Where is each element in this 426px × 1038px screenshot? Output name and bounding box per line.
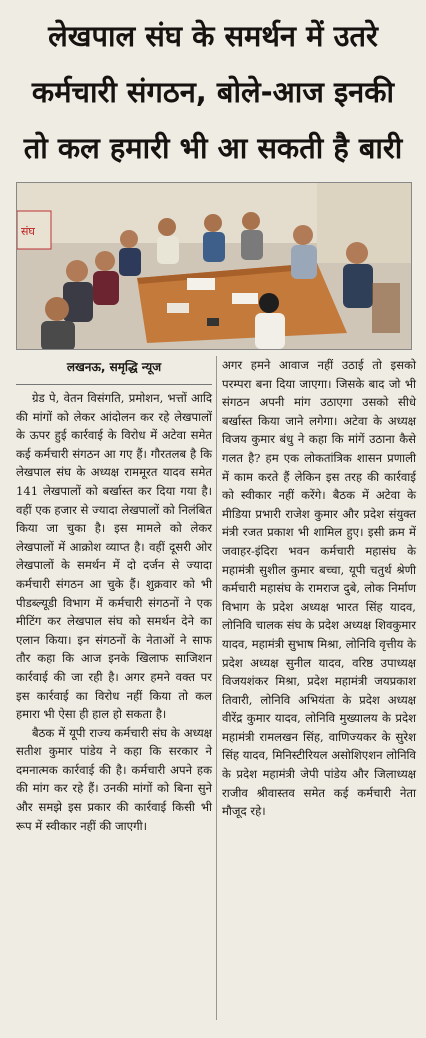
dateline: लखनऊ, समृद्धि न्यूज: [66, 360, 162, 374]
meeting-photo: [16, 182, 412, 350]
article-right-column: [222, 356, 416, 821]
article-paragraph: बैठक में यूपी राज्य कर्मचारी संघ के अध्यक्ष सतीश कुमार पांडेय ने कहा कि सरकार ने दमनात्मक कार्रवाई की है। कर्मचारी अपने हक की मांग कर रहे हैं। उनकी मांगों को बिना सुने और समझे इस प्रकार की कार्रवाई किसी भी रूप में स्वीकार नहीं की जाएगी।: [16, 725, 212, 833]
headline-line-3: तो कल हमारी भी आ सकती है बारी: [23, 131, 403, 165]
article-paragraph: ग्रेड पे, वेतन विसंगति, प्रमोशन, भत्तों आदि की मांगों को लेकर आंदोलन कर रहे लेखपालों के ऊपर हुई कार्रवाई के विरोध में अटेवा समेत कई कर्मचारी संगठन आ गए हैं। गौरतलब है कि लेखपाल संघ के अध्यक्ष राममूरत यादव समेत 141 लेखपालों को बर्खास्त कर दिया गया है। वहीं एक हजार से ज्यादा लेखपालों को निलंबित किया जा चुका है। इस मामले को लेकर लेखपालों में आक्रोश व्याप्त है। वहीं दूसरी ओर लेखपालों के समर्थन में दो दर्जन से ज्यादा कर्मचारी संगठन आ चुके हैं। शुक्रवार को भी पीडब्ल्यूडी विभाग में कर्मचारी संगठनों ने एक मीटिंग कर लेखपाल संघ को समर्थन देने का एलान किया। इन संगठनों के नेताओं ने साफ तौर कहा कि आज इनके खिलाफ साजिशन कार्रवाई की जा रही है। अगर हमने वक्त पर इस कार्रवाई का विरोध नहीं किया तो कल हमारा भी ऐसा ही हाल हो सकता है।: [16, 391, 212, 722]
column-divider: [216, 356, 217, 1020]
meeting-photo-image: [17, 183, 411, 349]
banner-text: संघ: [21, 225, 35, 238]
headline: [8, 8, 418, 176]
article-left-column: [16, 356, 212, 835]
dateline-rule: [16, 384, 212, 385]
headline-line-1: लेखपाल संघ के समर्थन में उतरे: [48, 19, 378, 53]
headline-line-2: कर्मचारी संगठन, बोले-आज इनकी: [31, 75, 395, 109]
article-paragraph: अगर हमने आवाज नहीं उठाई तो इसको परम्परा बना दिया जाएगा। जिसके बाद जो भी संगठन अपनी मांग उठाएगा उसको सीधे बर्खास्त किया जाने लगेगा। अटेवा के अध्यक्ष विजय कुमार बंधु ने कहा कि मांगें उठाना कैसे गलत है? हम एक लोकतांत्रिक शासन प्रणाली में काम करते हैं लेकिन इस तरह की कार्रवाई को स्वीकार नहीं करेंगे। बैठक में अटेवा के मीडिया प्रभारी राजेश कुमार और प्रदेश संयुक्त मंत्री रजत प्रकाश भी शामिल हुए। इसी क्रम में जवाहर-इंदिरा भवन कर्मचारी महासंघ के महामंत्री सुशील कुमार बच्चा, यूपी चतुर्थ श्रेणी कर्मचारी महासंघ के रामराज दुबे, लोक निर्माण विभाग के प्रदेश अध्यक्ष भारत सिंह यादव, लोनिवि चालक संघ के प्रदेश अध्यक्ष शिवकुमार यादव, महामंत्री सुभाष मिश्रा, लोनिवि वृत्तीय के प्रदेश अध्यक्ष सुनील यादव, वरिष्ठ उपाध्यक्ष विजयशंकर मिश्रा, प्रदेश महामंत्री जयप्रकाश तिवारी, लोनिवि अभियंता के प्रदेश अध्यक्ष वीरेंद्र कुमार यादव, लोनिवि मुख्यालय के प्रदेश महामंत्री रामलखन सिंह, वाणिज्यकर के सुरेश सिंह यादव, मिनिस्टीरियल असोशिएशन लोनिवि के प्रदेश महामंत्री जेपी पांडेय और जिलाध्यक्ष राजीव श्रीवास्तव समेत कई कर्मचारी नेता मौजूद रहे।: [222, 358, 416, 819]
